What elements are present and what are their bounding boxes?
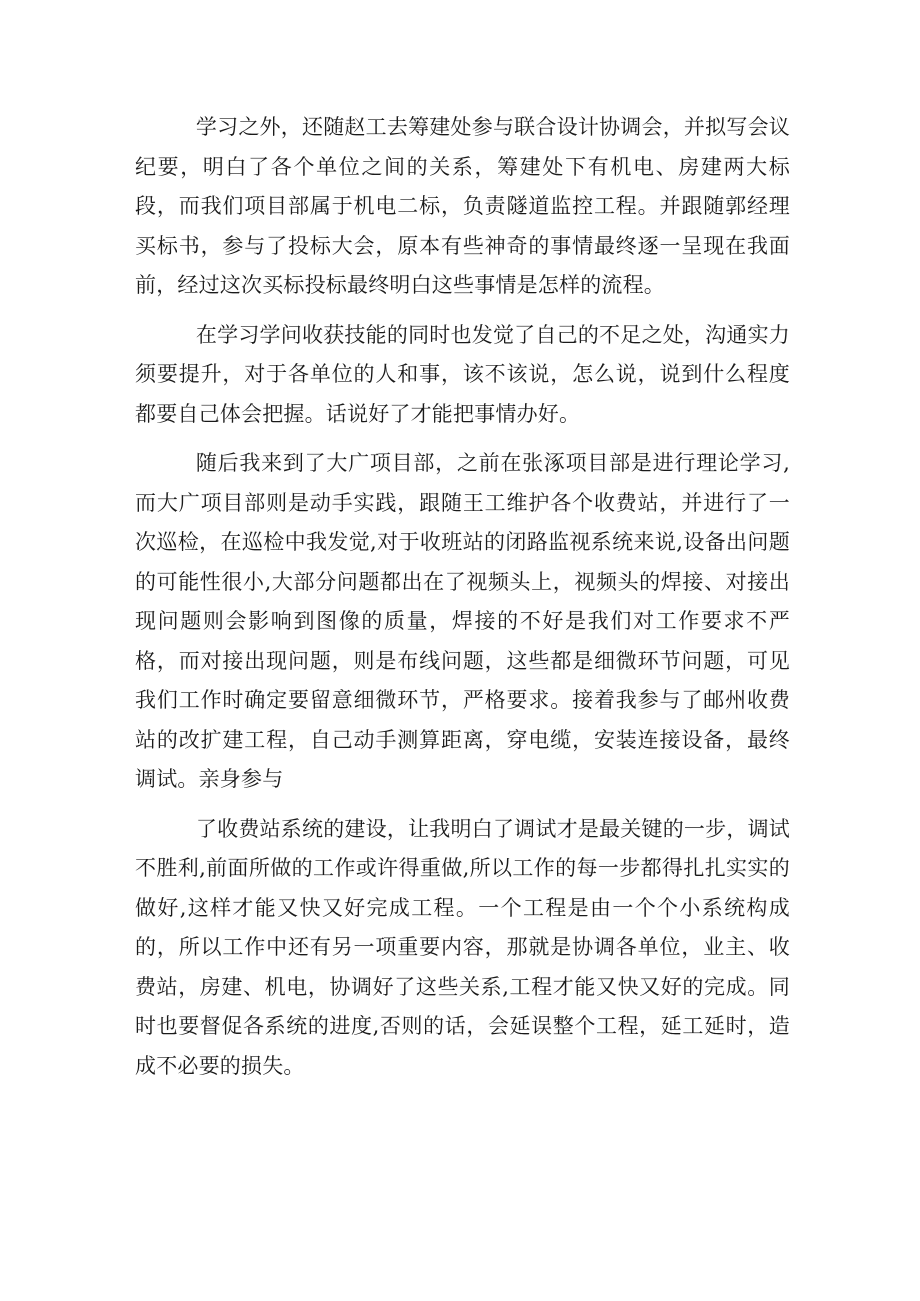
paragraph-3: 随后我来到了大广项目部，之前在张涿项目部是进行理论学习,而大广项目部则是动手实践，跟随王工维护各个收费站，并进行了一次巡检，在巡检中我发觉,对于收班站的闭路监视系统来说,设备出问题的可能性很小,大部分问题都出在了视频头上，视频头的焊接、对接出现问题则会影响到图像的质量，焊接的不好是我们对工作要求不严格，而对接出现问题，则是布线问题，这些都是细微环节问题，可见我们工作时确定要留意细微环节，严格要求。接着我参与了邮州收费站的改扩建工程，自己动手测算距离，穿电缆，安装连接设备，最终调试。亲身参与: [135, 451, 790, 791]
paragraph-4: 了收费站系统的建设，让我明白了调试才是最关键的一步，调试不胜利,前面所做的工作或许得重做,所以工作的每一步都得扎扎实实的做好,这样才能又快又好完成工程。一个工程是由一个个小系统构成的，所以工作中还有另一项重要内容，那就是协调各单位，业主、收费站，房建、机电，协调好了这些关系,工程才能又快又好的完成。同时也要督促各系统的进度,否则的话，会延误整个工程，延工延时，造成不必要的损失。: [135, 816, 790, 1078]
paragraph-2: 在学习学问收获技能的同时也发觉了自己的不足之处，沟通实力须要提升，对于各单位的人和事，该不该说，怎么说，说到什么程度都要自己体会把握。话说好了才能把事情办好。: [135, 322, 790, 426]
document-body: [135, 108, 790, 1096]
paragraph-1: 学习之外，还随赵工去筹建处参与联合设计协调会，并拟写会议纪要，明白了各个单位之间的关系，筹建处下有机电、房建两大标段，而我们项目部属于机电二标，负责隧道监控工程。并跟随郭经理买标书，参与了投标大会，原本有些神奇的事情最终逐一呈现在我面前，经过这次买标投标最终明白这些事情是怎样的流程。: [135, 115, 790, 297]
